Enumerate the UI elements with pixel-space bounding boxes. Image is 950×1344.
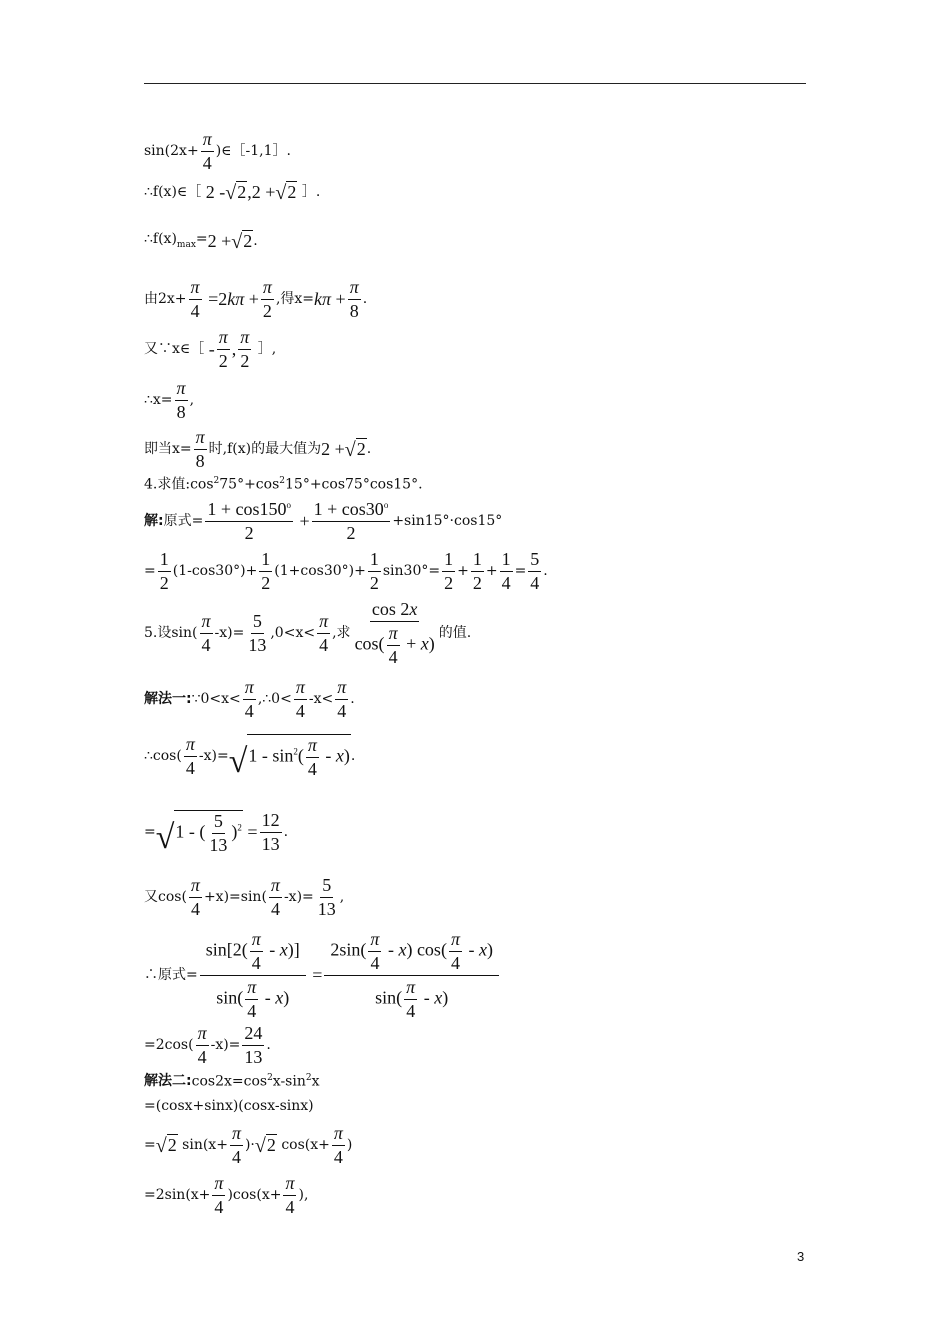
line-16: ∴原式= sin[2( $\frac{\pi}{4}$ - x)] sin( $\frac{\pi}{4}$ - x) = 2sin( $\frac{\pi}{4}$ - x) cos( $\frac{\pi}{4}$ - x) sin( $\frac{\pi}{4}$ - x) xyxy=(144,930,501,1021)
line-9: 解: 原式= $\frac{1 + \cos 150^o}{2}$ + $\frac{1 + \cos 30^o}{2}$ +sin15°·cos15° xyxy=(144,499,503,543)
line-1: sin(2x+ $\frac{\pi}{4}$ )∈［-1,1］. xyxy=(144,129,291,173)
line-10: = $\frac{1}{2}$ (1-cos30°)+ $\frac{1}{2}$ (1+cos30°)+ $\frac{1}{2}$ sin30°= $\frac{1}{2}$ + $\frac{1}{2}$ + $\frac{1}{4}$ = $\frac{5}{4}$ . xyxy=(144,549,548,593)
page-number: 3 xyxy=(797,1249,805,1264)
line-17: =2cos( π 4 -x)= $\frac{24}{13}$ . xyxy=(144,1023,271,1067)
line-11: 5.设sin( π 4 -x)= $\frac{5}{13}$ ,0<x< π 4 ,求 cos 2x cos( $\frac{\pi}{4}$ + x) 的值. xyxy=(144,599,472,667)
line-19: =(cosx+sinx)(cosx-sinx) xyxy=(144,1098,314,1114)
line-13: ∴cos( π 4 -x)= √ $1 - \sin^2$( $\frac{\pi}{4}$ - x) . xyxy=(144,734,356,780)
line-7: 即当x= $\frac{\pi}{8}$ 时,f(x)的最大值为 2 + √ 2 . xyxy=(144,427,372,471)
line-3: $\therefore f(x)_{max}=$ 2 + √ 2 . xyxy=(144,230,258,253)
line-2: ∴f(x)∈［ 2 - √ 2 ,2 + √ 2 ］. xyxy=(144,181,321,204)
line-12: 解法一: ∵0<x< π 4 ,∴0< π 4 -x< π 4 . xyxy=(144,677,355,721)
line-6: ∴x= $\frac{\pi}{8}$ , xyxy=(144,378,195,422)
header-rule xyxy=(144,83,806,84)
line-14: = √ 1 - ( $\frac{5}{13}$ )$^2$ = $\frac{12}{13}$ . xyxy=(144,810,289,856)
line-21: =2sin(x+ $\frac{\pi}{4}$ )cos(x+ $\frac{\pi}{4}$ ), xyxy=(144,1173,309,1217)
line-4: 由2x+ $\frac{\pi}{4}$ =2kπ + $\frac{\pi}{2}$ ,得x= kπ + $\frac{\pi}{8}$ . xyxy=(144,277,368,321)
line-5: 又∵x∈［ - π 2 , π 2 ］, xyxy=(144,327,277,371)
line-8: 4.求值$:\cos^275^\circ+\cos^215^\circ+\cos 75^\circ\cos 15^\circ$. xyxy=(144,476,423,493)
line-20: = √ 2 sin(x+ $\frac{\pi}{4}$ )· √ 2 cos(x+ $\frac{\pi}{4}$ ) xyxy=(144,1123,353,1167)
line-15: 又cos( π 4 +x)=sin( π 4 -x)= $\frac{5}{13}$ , xyxy=(144,875,345,919)
line-18: 解法二: $\cos 2x=\cos^2x-\sin^2x$ xyxy=(144,1073,320,1090)
